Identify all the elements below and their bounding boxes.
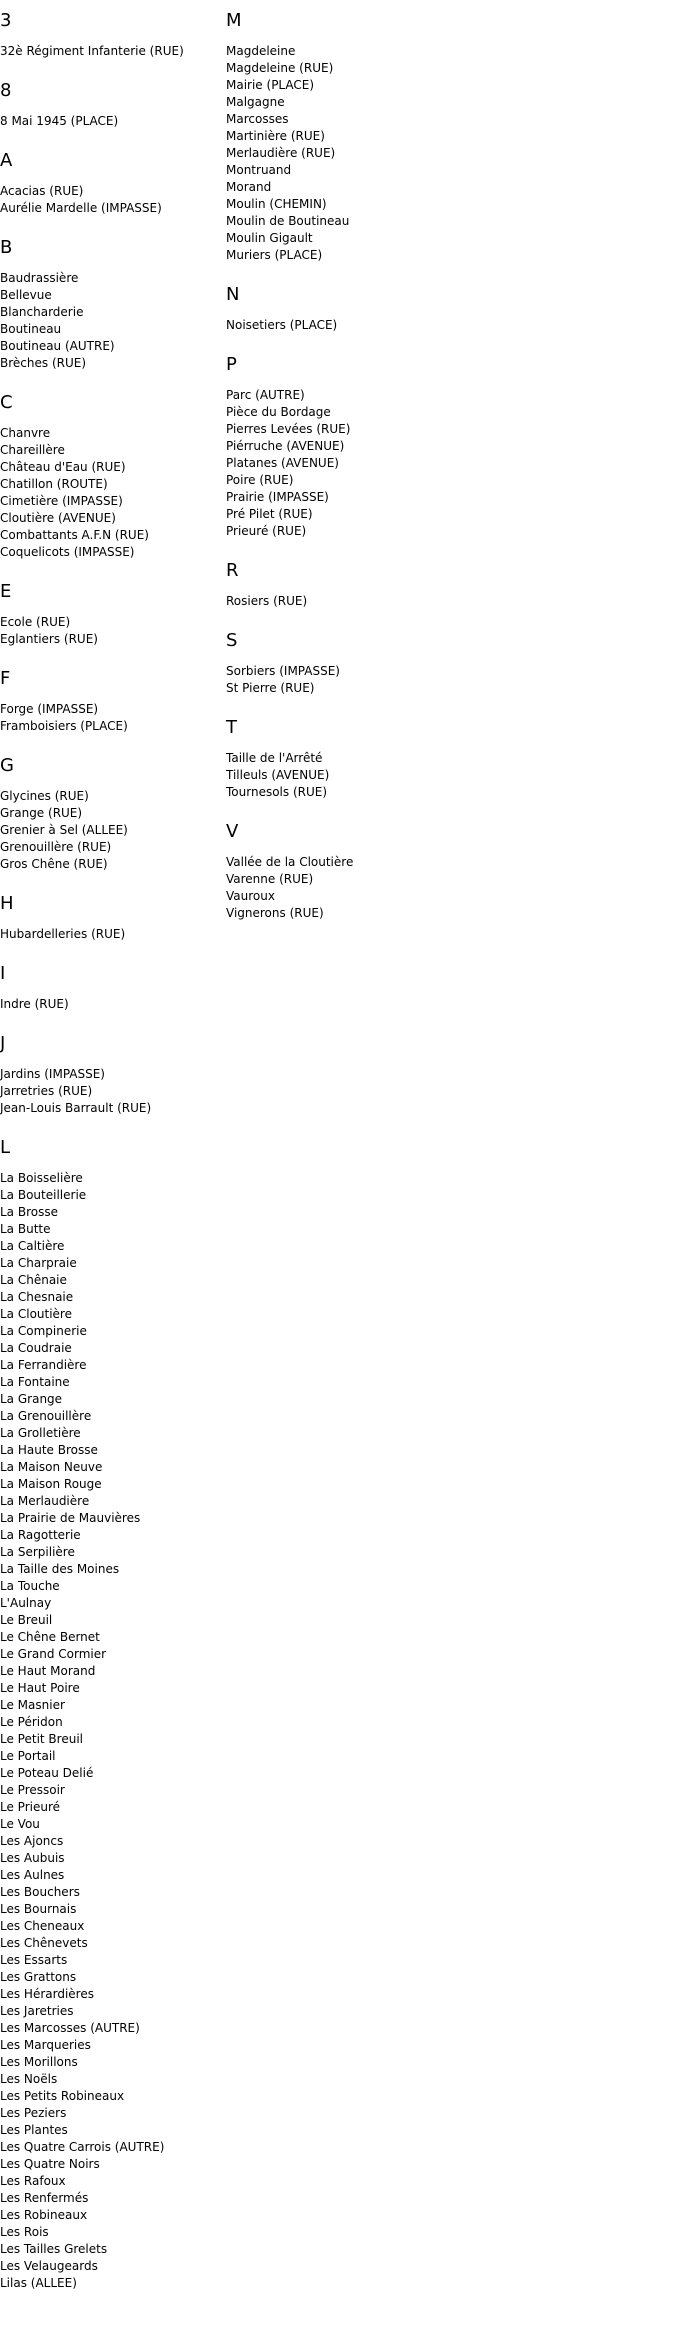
street-entry: La Cloutière: [0, 1307, 72, 1321]
letter-heading: F: [0, 668, 11, 689]
street-entry: Platanes (AVENUE): [226, 456, 339, 470]
street-entry: Malgagne: [226, 95, 285, 109]
street-entry: La Merlaudière: [0, 1494, 90, 1508]
street-entry: Les Marcosses (AUTRE): [0, 2021, 140, 2035]
street-entry: Les Quatre Noirs: [0, 2157, 100, 2171]
street-entry: La Maison Rouge: [0, 1477, 102, 1491]
letter-heading: B: [0, 237, 13, 258]
street-entry: Eglantiers (RUE): [0, 632, 98, 646]
street-entry: Hubardelleries (RUE): [0, 927, 126, 941]
street-entry: Les Cheneaux: [0, 1919, 85, 1933]
street-entry: Ecole (RUE): [0, 615, 71, 629]
street-entry: Les Quatre Carrois (AUTRE): [0, 2140, 165, 2154]
street-entry: Montruand: [226, 163, 292, 177]
street-entry: Moulin (CHEMIN): [226, 197, 327, 211]
street-entry: Les Marqueries: [0, 2038, 91, 2052]
street-entry: Les Ajoncs: [0, 1834, 64, 1848]
street-entry: Les Essarts: [0, 1953, 68, 1967]
letter-group-j: [0, 1033, 224, 1117]
letter-heading: N: [226, 284, 240, 305]
street-entry: Grenier à Sel (ALLEE): [0, 823, 128, 837]
street-entry: Chatillon (ROUTE): [0, 477, 108, 491]
street-entry: Les Aubuis: [0, 1851, 65, 1865]
street-entry: Bellevue: [0, 288, 52, 302]
street-entry: Prairie (IMPASSE): [226, 490, 329, 504]
street-entry: Le Grand Cormier: [0, 1647, 107, 1661]
street-entry: Le Petit Breuil: [0, 1732, 83, 1746]
street-entry: Boutineau (AUTRE): [0, 339, 115, 353]
street-entry: La Grenouillère: [0, 1409, 92, 1423]
street-entry: Magdeleine: [226, 44, 296, 58]
street-entry: Grange (RUE): [0, 806, 83, 820]
letter-heading: V: [226, 821, 239, 842]
street-entry: Le Prieuré: [0, 1800, 61, 1814]
street-entry: La Boisselière: [0, 1171, 83, 1185]
letter-heading: S: [226, 630, 238, 651]
street-entry: Cloutière (AVENUE): [0, 511, 116, 525]
letter-heading: H: [0, 893, 14, 914]
letter-group-v: [226, 821, 526, 922]
street-entry: La Touche: [0, 1579, 60, 1593]
street-entry: Chanvre: [0, 426, 51, 440]
street-entry: La Grolletière: [0, 1426, 81, 1440]
street-entry: Merlaudière (RUE): [226, 146, 336, 160]
street-entry: Pré Pilet (RUE): [226, 507, 313, 521]
street-entry: Martinière (RUE): [226, 129, 325, 143]
street-entry: Marcosses: [226, 112, 289, 126]
street-entry: Moulin Gigault: [226, 231, 313, 245]
street-entry: Piérruche (AVENUE): [226, 439, 345, 453]
street-entry: La Charpraie: [0, 1256, 77, 1270]
street-entry: La Brosse: [0, 1205, 58, 1219]
street-entry: Vignerons (RUE): [226, 906, 324, 920]
street-entry: Morand: [226, 180, 272, 194]
street-entry: Acacias (RUE): [0, 184, 84, 198]
letter-group-s: [226, 630, 526, 697]
letter-heading: P: [226, 354, 237, 375]
street-entry: Le Poteau Delié: [0, 1766, 94, 1780]
street-entry: Indre (RUE): [0, 997, 69, 1011]
street-entry: Le Haut Morand: [0, 1664, 96, 1678]
street-entry: Coquelicots (IMPASSE): [0, 545, 135, 559]
street-entry: Les Peziers: [0, 2106, 67, 2120]
street-entry: Les Jaretries: [0, 2004, 74, 2018]
street-entry: Le Portail: [0, 1749, 56, 1763]
letter-group-c: [0, 392, 224, 561]
street-entry: Jarretries (RUE): [0, 1084, 93, 1098]
street-entry: Varenne (RUE): [226, 872, 314, 886]
street-entry: Aurélie Mardelle (IMPASSE): [0, 201, 162, 215]
street-entry: Le Chêne Bernet: [0, 1630, 100, 1644]
street-entry: Chareillère: [0, 443, 65, 457]
street-entry: Framboisiers (PLACE): [0, 719, 128, 733]
street-entry: 32è Régiment Infanterie (RUE): [0, 44, 184, 58]
letter-group-f: [0, 668, 224, 735]
street-entry: Pierres Levées (RUE): [226, 422, 351, 436]
street-entry: Pièce du Bordage: [226, 405, 331, 419]
street-entry: Baudrassière: [0, 271, 79, 285]
street-entry: Les Renfermés: [0, 2191, 89, 2205]
letter-group-a: [0, 150, 224, 217]
street-entry: Les Bouchers: [0, 1885, 80, 1899]
street-entry: Rosiers (RUE): [226, 594, 308, 608]
street-entry: La Fontaine: [0, 1375, 70, 1389]
letter-heading: L: [0, 1137, 11, 1158]
street-entry: Le Breuil: [0, 1613, 53, 1627]
street-entry: St Pierre (RUE): [226, 681, 315, 695]
street-entry: Parc (AUTRE): [226, 388, 305, 402]
letter-heading: I: [0, 963, 6, 984]
street-entry: Le Haut Poire: [0, 1681, 80, 1695]
street-entry: Glycines (RUE): [0, 789, 89, 803]
street-entry: L'Aulnay: [0, 1596, 52, 1610]
street-entry: La Ferrandière: [0, 1358, 87, 1372]
street-entry: Boutineau: [0, 322, 62, 336]
letter-heading: G: [0, 755, 14, 776]
street-entry: Tilleuls (AVENUE): [226, 768, 330, 782]
street-index-right-column: [226, 0, 526, 942]
street-entry: Vauroux: [226, 889, 275, 903]
letter-group-p: [226, 354, 526, 540]
street-entry: Grenouillère (RUE): [0, 840, 112, 854]
street-entry: Poire (RUE): [226, 473, 294, 487]
street-entry: Brèches (RUE): [0, 356, 87, 370]
letter-heading: E: [0, 581, 12, 602]
street-entry: Le Vou: [0, 1817, 40, 1831]
letter-heading: 3: [0, 10, 12, 31]
street-index-left-column: [0, 0, 224, 2312]
street-entry: Sorbiers (IMPASSE): [226, 664, 340, 678]
street-entry: 8 Mai 1945 (PLACE): [0, 114, 119, 128]
street-entry: Prieuré (RUE): [226, 524, 307, 538]
street-entry: Les Aulnes: [0, 1868, 65, 1882]
street-entry: Les Rafoux: [0, 2174, 66, 2188]
street-entry: La Serpilière: [0, 1545, 75, 1559]
street-entry: La Grange: [0, 1392, 63, 1406]
street-entry: La Ragotterie: [0, 1528, 81, 1542]
street-entry: Muriers (PLACE): [226, 248, 323, 262]
street-entry: Moulin de Boutineau: [226, 214, 350, 228]
letter-group-e: [0, 581, 224, 648]
street-entry: Combattants A.F.N (RUE): [0, 528, 149, 542]
street-entry: Les Noëls: [0, 2072, 58, 2086]
letter-heading: R: [226, 560, 239, 581]
street-entry: Jean-Louis Barrault (RUE): [0, 1101, 152, 1115]
street-entry: La Prairie de Mauvières: [0, 1511, 141, 1525]
street-entry: La Caltière: [0, 1239, 65, 1253]
street-entry: Château d'Eau (RUE): [0, 460, 126, 474]
street-entry: La Chênaie: [0, 1273, 67, 1287]
street-entry: Les Tailles Grelets: [0, 2242, 108, 2256]
letter-heading: C: [0, 392, 13, 413]
letter-heading: A: [0, 150, 13, 171]
letter-heading: M: [226, 10, 242, 31]
street-entry: La Haute Brosse: [0, 1443, 98, 1457]
letter-heading: 8: [0, 80, 12, 101]
letter-group-n: [226, 284, 526, 334]
street-entry: La Compinerie: [0, 1324, 87, 1338]
letter-group-8: [0, 80, 224, 130]
street-entry: Les Grattons: [0, 1970, 77, 1984]
letter-group-t: [226, 717, 526, 801]
letter-group-i: [0, 963, 224, 1013]
letter-group-3: [0, 10, 224, 60]
street-entry: La Butte: [0, 1222, 51, 1236]
letter-heading: T: [226, 717, 237, 738]
street-entry: La Bouteillerie: [0, 1188, 87, 1202]
letter-group-l: [0, 1137, 224, 2292]
letter-group-g: [0, 755, 224, 873]
street-entry: Gros Chêne (RUE): [0, 857, 108, 871]
street-entry: Les Hérardières: [0, 1987, 94, 2001]
street-entry: Le Masnier: [0, 1698, 65, 1712]
street-entry: Taille de l'Arrêté: [226, 751, 323, 765]
street-entry: Le Péridon: [0, 1715, 63, 1729]
street-entry: Les Plantes: [0, 2123, 68, 2137]
street-entry: Forge (IMPASSE): [0, 702, 99, 716]
street-entry: Les Petits Robineaux: [0, 2089, 125, 2103]
street-entry: Jardins (IMPASSE): [0, 1067, 105, 1081]
letter-group-m: [226, 10, 526, 264]
street-entry: Les Chênevets: [0, 1936, 88, 1950]
street-entry: Vallée de la Cloutière: [226, 855, 354, 869]
street-entry: Lilas (ALLEE): [0, 2276, 77, 2290]
street-entry: La Maison Neuve: [0, 1460, 103, 1474]
street-entry: Le Pressoir: [0, 1783, 65, 1797]
street-entry: Cimetière (IMPASSE): [0, 494, 123, 508]
street-entry: Les Morillons: [0, 2055, 78, 2069]
street-entry: Magdeleine (RUE): [226, 61, 334, 75]
letter-group-h: [0, 893, 224, 943]
letter-group-r: [226, 560, 526, 610]
street-entry: Les Robineaux: [0, 2208, 88, 2222]
street-entry: Blancharderie: [0, 305, 84, 319]
street-entry: La Chesnaie: [0, 1290, 74, 1304]
letter-heading: J: [0, 1033, 6, 1054]
street-entry: Mairie (PLACE): [226, 78, 315, 92]
letter-group-b: [0, 237, 224, 372]
street-entry: Les Rois: [0, 2225, 49, 2239]
street-entry: Noisetiers (PLACE): [226, 318, 338, 332]
street-entry: Les Velaugeards: [0, 2259, 98, 2273]
street-entry: La Coudraie: [0, 1341, 72, 1355]
street-entry: La Taille des Moines: [0, 1562, 120, 1576]
street-entry: Les Bournais: [0, 1902, 77, 1916]
street-entry: Tournesols (RUE): [226, 785, 328, 799]
